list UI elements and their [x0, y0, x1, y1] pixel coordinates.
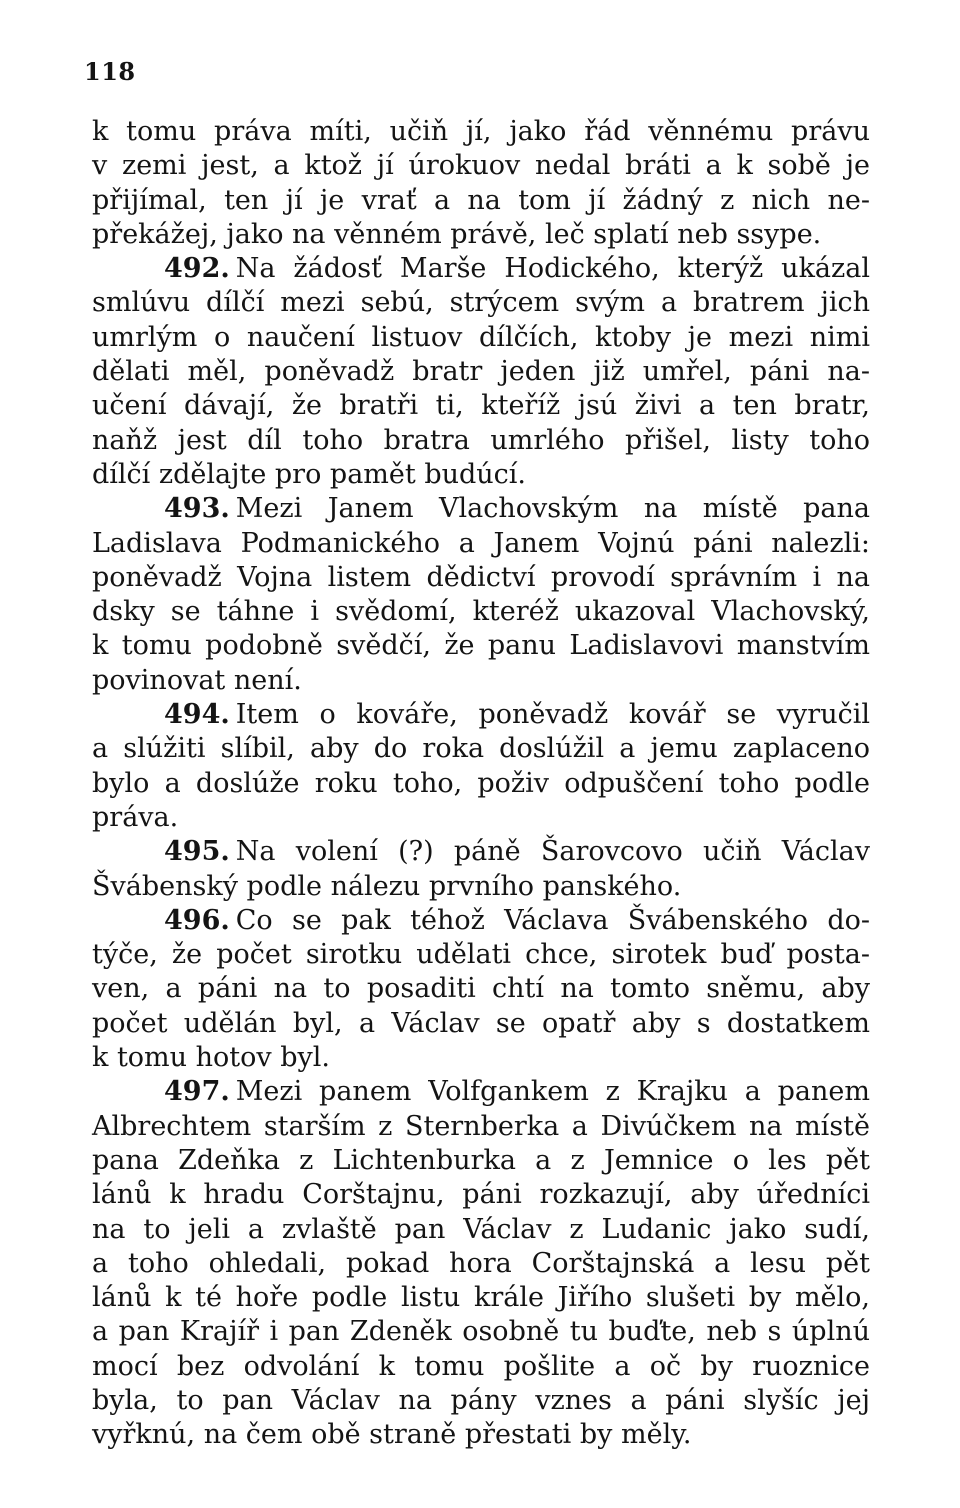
text-line: práva. — [92, 801, 179, 833]
text-line: Mezi panem Volfgankem z Krajku a panem — [235, 1076, 870, 1108]
text-line: pana Zdeňka z Lichtenburka a z Jemnice o les pět — [92, 1144, 870, 1176]
text-line: dsky se táhne i svědomí, kteréž ukazoval Vlachovský, — [92, 596, 870, 628]
text-line: a pan Krajíř i pan Zdeněk osobně tu buďte, neb s úplnú — [92, 1316, 870, 1348]
paragraph-number: 494. — [164, 699, 230, 731]
paragraph-496-first-line — [92, 904, 870, 938]
text-line: naňž jest díl toho bratra umrlého přišel, listy toho — [92, 424, 870, 456]
page-number: 118 — [84, 57, 136, 86]
paragraph-493-first-line — [92, 492, 870, 526]
paragraph-number: 495. — [164, 836, 230, 868]
paragraph-494-first-line — [92, 698, 870, 732]
text-line: umrlým o naučení listuov dílčích, ktoby je mezi nimi — [92, 321, 870, 353]
text-line: v zemi jest, a ktož jí úrokuov nedal bráti a k sobě je — [92, 150, 870, 182]
paragraph-number: 492. — [164, 253, 230, 285]
paragraph-number: 497. — [164, 1076, 230, 1108]
text-line: Albrechtem starším z Sternberka a Divúčkem na místě — [92, 1110, 870, 1142]
text-line: k tomu podobně svědčí, že panu Ladislavovi manstvím — [92, 630, 870, 662]
text-line: Co se pak téhož Václava Švábenského do- — [235, 904, 870, 936]
text-line: ven, a páni na to posaditi chtí na tomto sněmu, aby — [92, 973, 870, 1005]
body-text — [92, 115, 870, 1453]
paragraph-492-first-line — [92, 252, 870, 286]
text-line: Švábenský podle nálezu prvního panského. — [92, 870, 682, 902]
text-line: mocí bez odvolání k tomu pošlite a oč by ruoznice — [92, 1350, 870, 1382]
text-line: dělati měl, poněvadž bratr jeden již umřel, páni na- — [92, 356, 870, 388]
text-line: a slúžiti slíbil, aby do roka doslúžil a jemu zaplaceno — [92, 733, 870, 765]
text-line: k tomu práva míti, učiň jí, jako řád věnnému právu — [92, 116, 870, 147]
text-line: lánů k té hoře podle listu krále Jiřího slušeti by mělo, — [92, 1282, 870, 1314]
text-line: bylo a doslúže roku toho, poživ odpuščení toho podle — [92, 767, 870, 799]
paragraph-497-first-line — [92, 1075, 870, 1109]
text-line: Ladislava Podmanického a Janem Vojnú páni nalezli: — [92, 527, 870, 559]
text-line: na to jeli a zvlaště pan Václav z Ludanic jako sudí, — [92, 1213, 870, 1245]
paragraph-number: 493. — [164, 493, 230, 525]
text-line: Na volení (?) páně Šarovcovo učiň Václav — [235, 836, 870, 868]
text-line: povinovat není. — [92, 664, 302, 696]
text-line: Item o kováře, poněvadž kovář se vyručil — [235, 699, 870, 731]
text-line: počet udělán byl, a Václav se opatř aby s dostatkem — [92, 1007, 870, 1039]
text-line: Mezi Janem Vlachovským na místě pana — [235, 493, 870, 525]
paragraph-495-first-line — [92, 835, 870, 869]
text-line: Na žádosť Marše Hodického, kterýž ukázal — [235, 253, 870, 285]
text-line: byla, to pan Václav na pány vznes a páni slyšíc jej — [92, 1384, 870, 1416]
text-line: týče, že počet sirotku udělati chce, sirotek buď posta- — [92, 939, 870, 971]
text-line: lánů k hradu Corštajnu, páni rozkazují, aby úředníci — [92, 1179, 870, 1211]
paragraph-number: 496. — [164, 904, 230, 936]
text-line: překážej, jako na věnném právě, leč splatí neb ssype. — [92, 218, 822, 250]
text-line: smlúvu dílčí mezi sebú, strýcem svým a bratrem jich — [92, 287, 870, 319]
text-line: dílčí zdělajte pro pamět budúcí. — [92, 458, 527, 490]
text-line: k tomu hotov byl. — [92, 1042, 330, 1074]
text-line: poněvadž Vojna listem dědictví provodí správním i na — [92, 561, 870, 593]
text-line: učení dávají, že bratři ti, kteříž jsú živi a ten bratr, — [92, 390, 870, 422]
text-line: vyřknú, na čem obě straně přestati by měly. — [92, 1419, 692, 1451]
text-line: a toho ohledali, pokad hora Corštajnská a lesu pět — [92, 1247, 870, 1279]
text-line: přijímal, ten jí je vrať a na tom jí žádný z nich ne- — [92, 184, 870, 216]
